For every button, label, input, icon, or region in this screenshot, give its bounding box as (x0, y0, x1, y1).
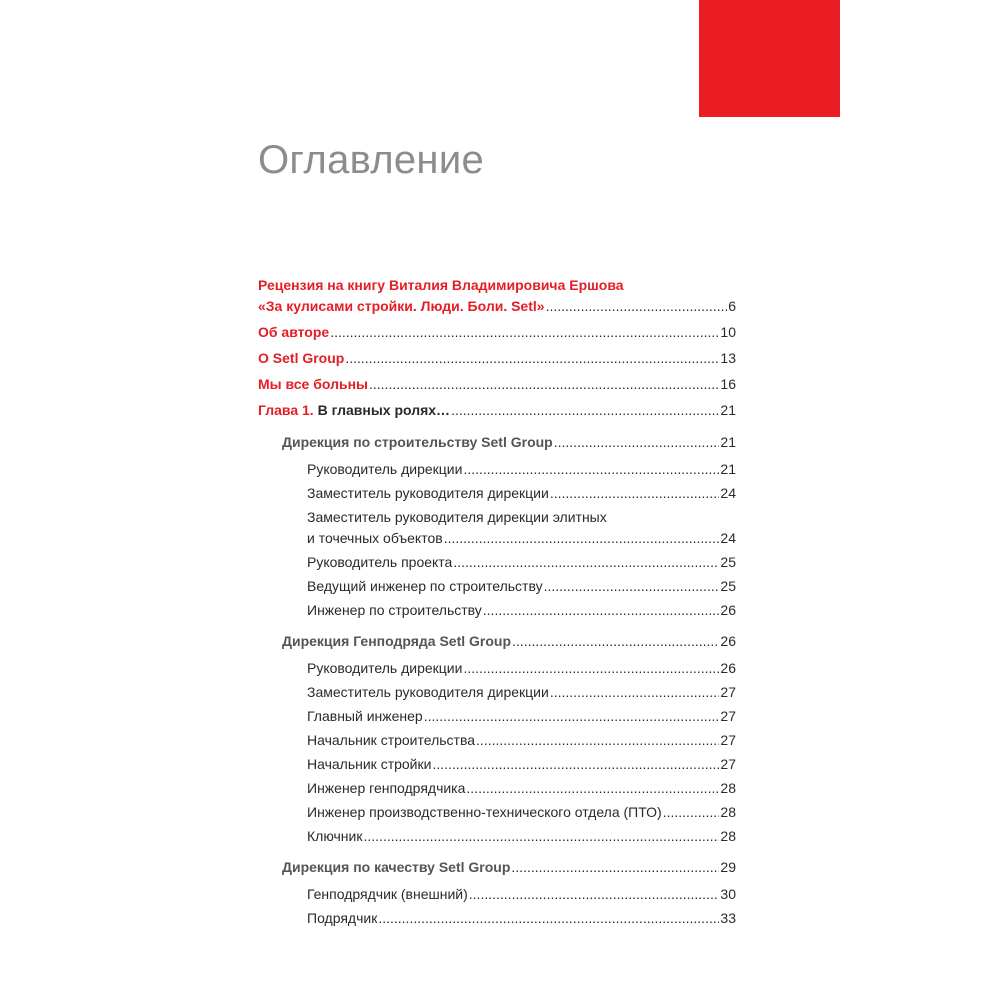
page-number: 25 (720, 554, 736, 570)
toc-item[interactable] (258, 600, 736, 621)
page-number: 26 (720, 602, 736, 618)
toc-item[interactable] (258, 459, 736, 480)
page-number: 26 (720, 633, 736, 649)
toc-entry-label: О Setl Group (258, 350, 345, 366)
leader-dots (432, 754, 719, 775)
page-number: 33 (720, 910, 736, 926)
toc-item[interactable] (258, 802, 736, 823)
page-number: 27 (720, 708, 736, 724)
toc-item[interactable] (258, 908, 736, 929)
leader-dots (330, 322, 719, 343)
leader-dots (511, 857, 719, 878)
toc-item[interactable] (258, 706, 736, 727)
table-of-contents (258, 275, 736, 929)
leader-dots (463, 459, 719, 480)
page-number: 13 (720, 350, 736, 366)
leader-dots (483, 600, 720, 621)
toc-item[interactable] (258, 682, 736, 703)
toc-item-label: Ключник (307, 828, 363, 844)
leader-dots (546, 296, 728, 317)
toc-item-label: Заместитель руководителя дирекции (307, 684, 549, 700)
toc-entry-about-author[interactable] (258, 322, 736, 343)
leader-dots (444, 528, 720, 549)
toc-entry-about-setl[interactable] (258, 348, 736, 369)
leader-dots (364, 826, 720, 847)
page-number: 27 (720, 756, 736, 772)
leader-dots (550, 483, 720, 504)
page-title: Оглавление (258, 138, 485, 182)
leader-dots (550, 682, 720, 703)
page-number: 21 (720, 461, 736, 477)
leader-dots (554, 432, 720, 453)
toc-section-label: Дирекция Генподряда Setl Group (282, 633, 512, 649)
leader-dots (544, 576, 720, 597)
toc-item[interactable] (258, 884, 736, 905)
toc-item-label: Генподрядчик (внешний) (307, 886, 468, 902)
leader-dots (476, 730, 719, 751)
toc-item[interactable] (258, 483, 736, 504)
leader-dots (663, 802, 720, 823)
page-number: 30 (720, 886, 736, 902)
toc-entry-review-line2: «За кулисами стройки. Люди. Боли. Setl» (258, 298, 545, 314)
leader-dots (451, 400, 719, 421)
leader-dots (466, 778, 719, 799)
leader-dots (369, 374, 719, 395)
leader-dots (469, 884, 720, 905)
leader-dots (424, 706, 720, 727)
leader-dots (512, 631, 719, 652)
toc-item-label: Подрядчик (307, 910, 378, 926)
page-number: 27 (720, 684, 736, 700)
page-number: 29 (720, 859, 736, 875)
chapter-title: В главных ролях… (317, 402, 451, 418)
page-number: 21 (720, 434, 736, 450)
red-corner-block (699, 0, 840, 117)
page-number: 24 (720, 530, 736, 546)
toc-entry-chapter-1[interactable] (258, 400, 736, 421)
toc-entry-we-are-sick[interactable] (258, 374, 736, 395)
toc-item-label: Инженер производственно-технического отдела (ПТО) (307, 804, 662, 820)
toc-item[interactable] (258, 552, 736, 573)
toc-item[interactable] (258, 754, 736, 775)
page-number: 16 (720, 376, 736, 392)
leader-dots (463, 658, 719, 679)
leader-dots (345, 348, 719, 369)
toc-entry-label (258, 400, 450, 421)
page-number: 28 (720, 780, 736, 796)
toc-entry-review-line1: Рецензия на книгу Виталия Владимировича Ершова (258, 277, 624, 293)
toc-section-label: Дирекция по качеству Setl Group (282, 859, 511, 875)
toc-item-label: Начальник строительства (307, 732, 476, 748)
toc-entry-review[interactable] (258, 275, 736, 317)
leader-dots (378, 908, 719, 929)
toc-item-label: Инженер генподрядчика (307, 780, 466, 796)
toc-item-label: Руководитель проекта (307, 554, 453, 570)
toc-section-label: Дирекция по строительству Setl Group (282, 434, 553, 450)
toc-section-construction[interactable] (258, 432, 736, 453)
toc-item-label-line1: Заместитель руководителя дирекции элитных (307, 509, 607, 525)
toc-item[interactable] (258, 507, 736, 549)
toc-item[interactable] (258, 576, 736, 597)
page-number: 27 (720, 732, 736, 748)
toc-item-label: Инженер по строительству (307, 602, 482, 618)
toc-entry-label: Об авторе (258, 324, 330, 340)
page-number: 26 (720, 660, 736, 676)
leader-dots (453, 552, 719, 573)
page-number: 28 (720, 804, 736, 820)
toc-section-general-contract[interactable] (258, 631, 736, 652)
page-number: 6 (728, 298, 736, 314)
toc-item-label: Заместитель руководителя дирекции (307, 485, 549, 501)
page-number: 25 (720, 578, 736, 594)
page-number: 10 (720, 324, 736, 340)
toc-item-label: Ведущий инженер по строительству (307, 578, 543, 594)
toc-item[interactable] (258, 730, 736, 751)
page-number: 28 (720, 828, 736, 844)
toc-item-label: Руководитель дирекции (307, 660, 463, 676)
toc-item[interactable] (258, 778, 736, 799)
chapter-prefix: Глава 1. (258, 402, 314, 418)
toc-item-label: Руководитель дирекции (307, 461, 463, 477)
toc-item[interactable] (258, 826, 736, 847)
toc-item[interactable] (258, 658, 736, 679)
toc-item-label: Главный инженер (307, 708, 423, 724)
toc-item-label: и точечных объектов (307, 530, 443, 546)
toc-section-quality[interactable] (258, 857, 736, 878)
toc-entry-label: Мы все больны (258, 376, 368, 392)
page-number: 24 (720, 485, 736, 501)
page-number: 21 (720, 402, 736, 418)
toc-item-label: Начальник стройки (307, 756, 432, 772)
